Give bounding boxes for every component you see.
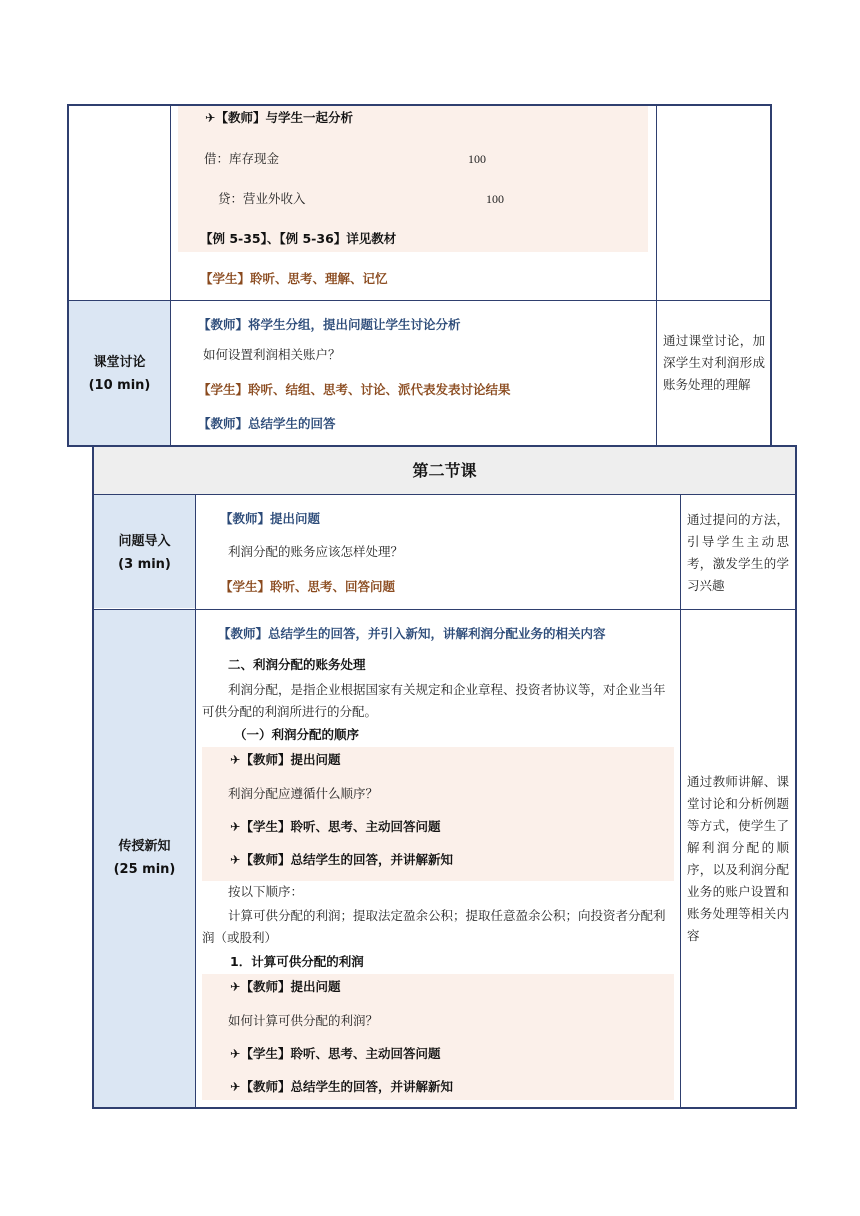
student-activity: 【学生】聆听、思考、理解、记忆 <box>200 271 388 286</box>
teacher-activity: 【教师】提出问题 <box>220 511 321 526</box>
order-intro: 按以下顺序： <box>228 884 304 899</box>
section-title: 二、利润分配的账务处理 <box>228 657 366 672</box>
divider <box>680 495 681 1107</box>
credit-line: 贷：营业外收入 <box>218 191 306 206</box>
subsection-title: （一）利润分配的顺序 <box>234 727 360 742</box>
divider <box>94 609 795 610</box>
divider <box>656 106 657 445</box>
examples-reference: 【例 5-35】、【例 5-36】详见教材 <box>200 231 397 246</box>
order-paragraph: 计算可供分配的利润；提取法定盈余公积；提取任意盈余公积；向投资者分配利润（或股利） <box>202 908 666 945</box>
intro-question: 利润分配的账务应该怎样处理？ <box>228 544 404 559</box>
subsection-title: 1．计算可供分配的利润 <box>230 954 364 969</box>
debit-amount: 100 <box>468 152 486 166</box>
divider <box>170 106 171 445</box>
teacher-summary-line: ✈【教师】总结学生的回答，并讲解新知 <box>230 852 453 867</box>
teacher-summary-line: ✈【教师】总结学生的回答，并讲解新知 <box>230 1079 453 1094</box>
teacher-summary: 【教师】总结学生的回答 <box>198 416 336 431</box>
teacher-question-line: ✈【教师】提出问题 <box>230 979 341 994</box>
teacher-question-line: ✈【教师】提出问题 <box>230 752 341 767</box>
stage-name: 传授新知 <box>118 839 171 854</box>
teaching-purpose: 通过提问的方法，引导学生主动思考，激发学生的学习兴趣 <box>687 512 789 593</box>
stage-duration: (10 min) <box>88 378 151 393</box>
divider <box>195 495 196 1107</box>
student-activity: 【学生】聆听、思考、回答问题 <box>220 579 396 594</box>
stage-name: 课堂讨论 <box>93 355 146 370</box>
stage-duration: (25 min) <box>113 862 176 877</box>
lesson-title: 第二节课 <box>412 461 477 480</box>
question-line: 利润分配应遵循什么顺序？ <box>228 786 379 801</box>
teacher-activity: 【教师】将学生分组，提出问题让学生讨论分析 <box>198 317 461 332</box>
divider <box>94 494 795 495</box>
debit-line: 借：库存现金 <box>204 151 280 166</box>
stage-name: 问题导入 <box>118 534 171 549</box>
student-answer-line: ✈【学生】聆听、思考、主动回答问题 <box>230 1046 441 1061</box>
credit-amount: 100 <box>486 192 504 206</box>
definition-paragraph: 利润分配，是指企业根据国家有关规定和企业章程、投资者协议等，对企业当年可供分配的利润所进行的分配。 <box>202 682 666 719</box>
student-activity: 【学生】聆听、结组、思考、讨论、派代表发表讨论结果 <box>198 382 511 397</box>
teacher-analysis-line: ✈【教师】与学生一起分析 <box>205 110 353 125</box>
question-line: 如何计算可供分配的利润？ <box>228 1013 379 1028</box>
stage-duration: (3 min) <box>118 557 171 572</box>
discussion-question: 如何设置利润相关账户？ <box>203 347 341 362</box>
student-answer-line: ✈【学生】聆听、思考、主动回答问题 <box>230 819 441 834</box>
teaching-purpose: 通过课堂讨论，加深学生对利润形成账务处理的理解 <box>663 333 765 392</box>
teaching-purpose: 通过教师讲解、课堂讨论和分析例题等方式，使学生了解利润分配的顺序，以及利润分配业务的账户设置和账务处理等相关内容 <box>687 774 789 943</box>
teacher-intro: 【教师】总结学生的回答，并引入新知，讲解利润分配业务的相关内容 <box>218 626 606 641</box>
divider <box>69 300 770 301</box>
